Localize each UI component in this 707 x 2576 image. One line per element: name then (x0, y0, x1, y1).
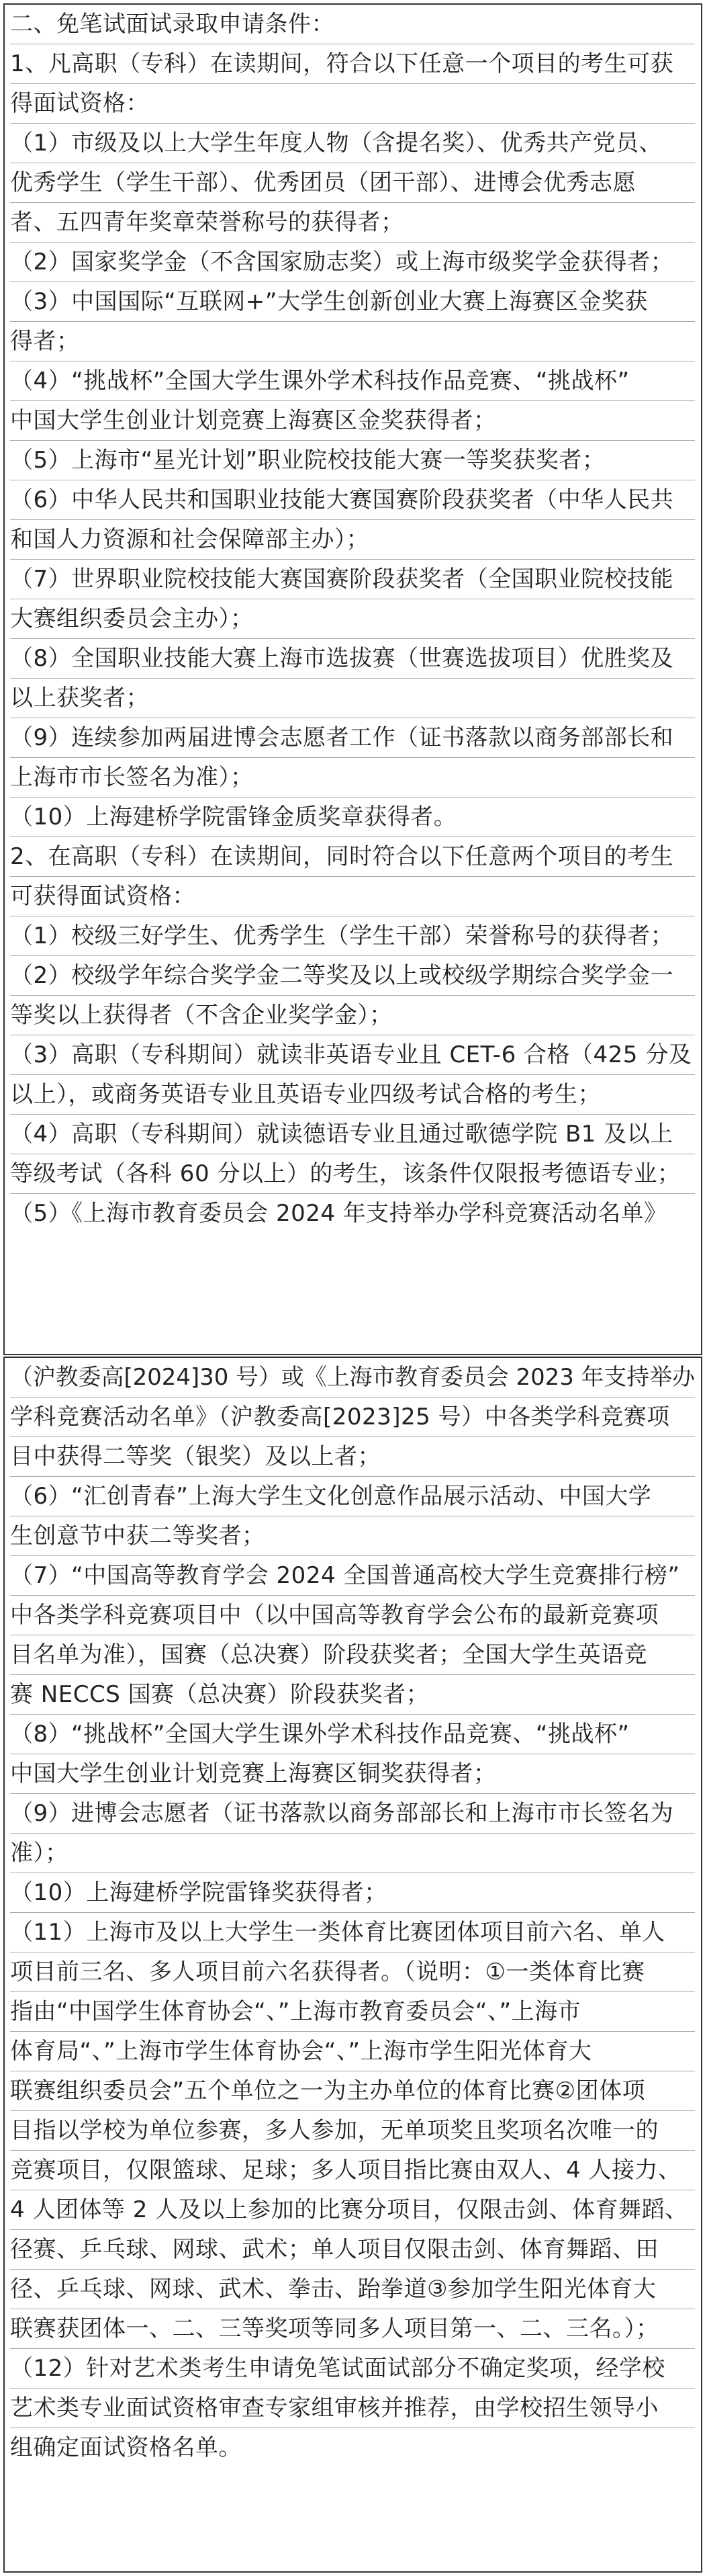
text-line: （11）上海市及以上大学生一类体育比赛团体项目前六名、单人 (10, 1913, 695, 1952)
text-line: （2）国家奖学金（不含国家励志奖）或上海市级奖学金获得者； (10, 243, 695, 282)
text-line: （12）针对艺术类考生申请免笔试面试部分不确定奖项，经学校 (10, 2349, 695, 2389)
text-line: 大赛组织委员会主办）； (10, 599, 695, 639)
text-line: 二、免笔试面试录取申请条件： (10, 5, 695, 44)
text-line: （10）上海建桥学院雷锋奖获得者； (10, 1873, 695, 1913)
text-line: 上海市市长签名为准）； (10, 758, 695, 798)
requirements-panel-part-1 (3, 3, 702, 1355)
text-line: 径赛、乒乓球、网球、武术；单人项目仅限击剑、体育舞蹈、田 (10, 2230, 695, 2270)
text-line: 竞赛项目，仅限篮球、足球；多人项目指比赛由双人、4 人接力、 (10, 2151, 695, 2190)
text-line: （1）市级及以上大学生年度人物（含提名奖）、优秀共产党员、 (10, 124, 695, 163)
text-line: 和国人力资源和社会保障部主办）； (10, 520, 695, 560)
text-line: 以上获奖者； (10, 679, 695, 718)
text-line: （7）世界职业院校技能大赛国赛阶段获奖者（全国职业院校技能 (10, 560, 695, 599)
text-line: （4）高职（专科期间）就读德语专业且通过歌德学院 B1 及以上 (10, 1115, 695, 1154)
text-line: （2）校级学年综合奖学金二等奖及以上或校级学期综合奖学金一 (10, 956, 695, 996)
text-line: 者、五四青年奖章荣誉称号的获得者； (10, 203, 695, 243)
panel-2-text (10, 1358, 695, 2467)
text-line: （3）中国国际“互联网+”大学生创新创业大赛上海赛区金奖获 (10, 282, 695, 322)
text-line: 中各类学科竞赛项目中（以中国高等教育学会公布的最新竞赛项 (10, 1596, 695, 1635)
text-line: （3）高职（专科期间）就读非英语专业且 CET-6 合格（425 分及 (10, 1035, 695, 1075)
text-line: 中国大学生创业计划竞赛上海赛区金奖获得者； (10, 401, 695, 441)
text-line: （9）连续参加两届进博会志愿者工作（证书落款以商务部部长和 (10, 718, 695, 758)
requirements-panel-part-2 (3, 1357, 702, 2573)
text-line: 目名单为准），国赛（总决赛）阶段获奖者；全国大学生英语竞 (10, 1635, 695, 1675)
text-line: 组确定面试资格名单。 (10, 2434, 242, 2461)
text-line: 等级考试（各科 60 分以上）的考生，该条件仅限报考德语专业； (10, 1154, 695, 1194)
text-line: （8）“挑战杯”全国大学生课外学术科技作品竞赛、“挑战杯” (10, 1715, 695, 1754)
text-line: 4 人团体等 2 人及以上参加的比赛分项目，仅限击剑、体育舞蹈、 (10, 2190, 695, 2230)
text-line: 赛 NECCS 国赛（总决赛）阶段获奖者； (10, 1675, 695, 1715)
text-line: 可获得面试资格： (10, 877, 695, 916)
text-line: 学科竞赛活动名单》（沪教委高[2023]25 号）中各类学科竞赛项 (10, 1398, 695, 1437)
panel-1-text (10, 5, 695, 1233)
text-line: 以上），或商务英语专业且英语专业四级考试合格的考生； (10, 1075, 695, 1115)
text-line: 指由“中国学生体育协会“、”上海市教育委员会“、”上海市 (10, 1992, 695, 2032)
text-line: 1、凡高职（专科）在读期间，符合以下任意一个项目的考生可获 (10, 44, 695, 84)
text-line: 等奖以上获得者（不含企业奖学金）； (10, 996, 695, 1035)
text-line: （8）全国职业技能大赛上海市选拔赛（世赛选拔项目）优胜奖及 (10, 639, 695, 679)
text-line: 2、在高职（专科）在读期间，同时符合以下任意两个项目的考生 (10, 837, 695, 877)
text-line: （7）“中国高等教育学会 2024 全国普通高校大学生竞赛排行榜” (10, 1556, 695, 1596)
text-line: （10）上海建桥学院雷锋金质奖章获得者。 (10, 798, 695, 837)
text-line: 生创意节中获二等奖者； (10, 1516, 695, 1556)
text-line: （6）“汇创青春”上海大学生文化创意作品展示活动、中国大学 (10, 1477, 695, 1516)
text-line: （沪教委高[2024]30 号）或《上海市教育委员会 2023 年支持举办 (10, 1358, 695, 1398)
text-line: 目中获得二等奖（银奖）及以上者； (10, 1437, 695, 1477)
text-line: （5）上海市“星光计划”职业院校技能大赛一等奖获奖者； (10, 441, 695, 480)
text-line: （5）《上海市教育委员会 2024 年支持举办学科竞赛活动名单》 (10, 1200, 667, 1227)
text-line: 得面试资格： (10, 84, 695, 124)
text-line: 得者； (10, 322, 695, 361)
text-line: 体育局“、”上海市学生体育协会“、”上海市学生阳光体育大 (10, 2032, 695, 2071)
text-line: 目指以学校为单位参赛，多人参加，无单项奖且奖项名次唯一的 (10, 2111, 695, 2151)
text-line: 优秀学生（学生干部）、优秀团员（团干部）、进博会优秀志愿 (10, 163, 695, 203)
text-line: （4）“挑战杯”全国大学生课外学术科技作品竞赛、“挑战杯” (10, 361, 695, 401)
text-line: 径、乒乓球、网球、武术、拳击、跆拳道③参加学生阳光体育大 (10, 2270, 695, 2309)
text-line: 联赛组织委员会”五个单位之一为主办单位的体育比赛②团体项 (10, 2071, 695, 2111)
text-line: 项目前三名、多人项目前六名获得者。（说明：①一类体育比赛 (10, 1952, 695, 1992)
text-line: （9）进博会志愿者（证书落款以商务部部长和上海市市长签名为 (10, 1794, 695, 1834)
text-line: （1）校级三好学生、优秀学生（学生干部）荣誉称号的获得者； (10, 916, 695, 956)
text-line: 艺术类专业面试资格审查专家组审核并推荐，由学校招生领导小 (10, 2389, 695, 2428)
text-line: 准）； (10, 1834, 695, 1873)
text-line: 联赛获团体一、二、三等奖项等同多人项目第一、二、三名。）； (10, 2309, 695, 2349)
text-line: （6）中华人民共和国职业技能大赛国赛阶段获奖者（中华人民共 (10, 480, 695, 520)
text-line: 中国大学生创业计划竞赛上海赛区铜奖获得者； (10, 1754, 695, 1794)
